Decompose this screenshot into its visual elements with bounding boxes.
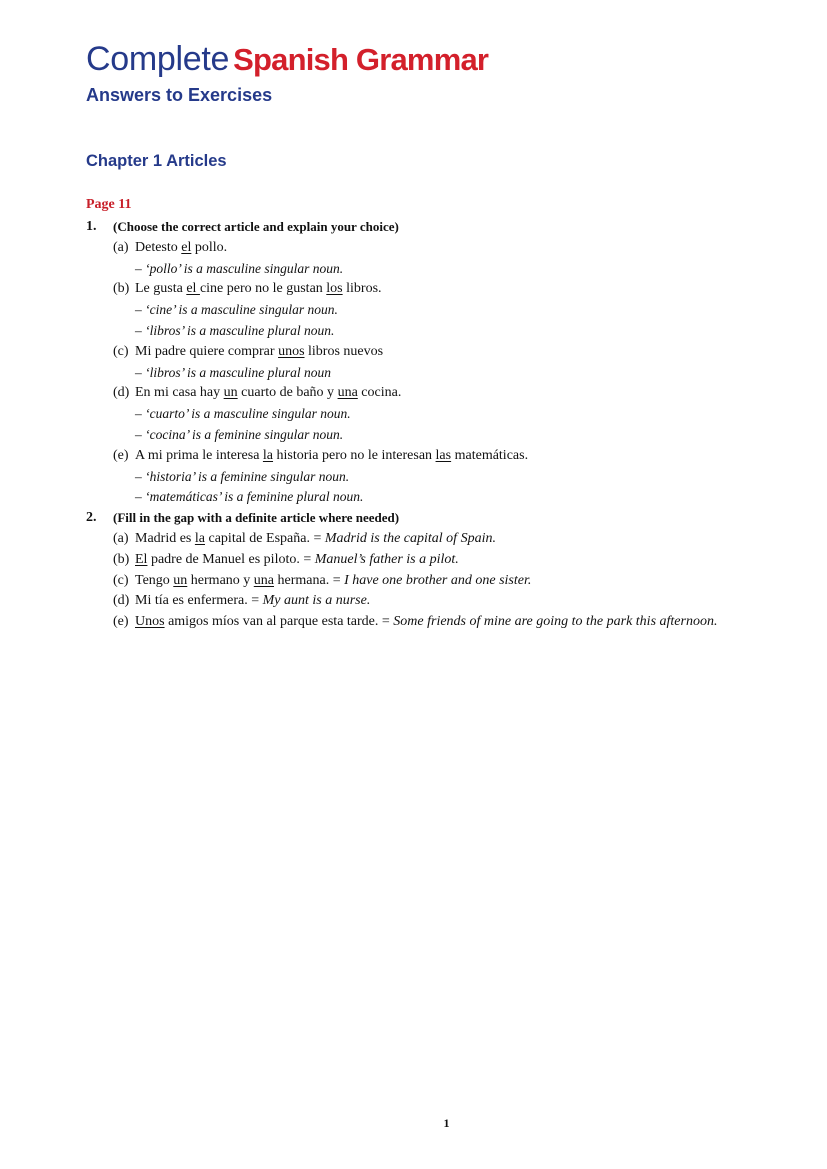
sentence-text: Tengo [135, 572, 174, 588]
answer-1b [86, 279, 806, 300]
answer-sentence [135, 550, 459, 571]
exercise-1-header [86, 217, 806, 238]
underlined-article: un [173, 572, 188, 588]
explanation-note [86, 467, 806, 488]
page-number: 1 [443, 1116, 450, 1130]
sentence-text: cine pero no le gustan [199, 281, 327, 297]
explanation-note [86, 363, 806, 384]
underlined-article: la [194, 530, 205, 546]
underlined-article: el [181, 239, 192, 255]
translation: Manuel’s father is a pilot. [314, 551, 459, 567]
exercise-number: 1. [86, 219, 97, 234]
underlined-article: los [326, 281, 343, 297]
translation: Madrid is the capital of Spain. [324, 530, 496, 546]
exercise-instruction: (Fill in the gap with a definite article where needed) [113, 510, 400, 526]
note-text: – ‘cuarto’ is a masculine singular noun. [135, 406, 351, 422]
exercise-2-header [86, 508, 806, 529]
sentence-text: capital de España. = [205, 530, 325, 546]
underlined-article: Unos [135, 614, 165, 630]
answer-2d [86, 591, 806, 612]
item-label: (c) [113, 343, 129, 359]
answer-sentence [135, 612, 717, 633]
explanation-note [86, 321, 806, 342]
title-part-spanish-grammar: Spanish Grammar [233, 42, 489, 77]
sentence-text: Mi tía es enfermera. = [135, 593, 263, 609]
explanation-note [86, 404, 806, 425]
answer-sentence [135, 279, 382, 300]
item-label: (e) [113, 447, 129, 463]
underlined-article: un [223, 385, 238, 401]
answer-sentence [135, 238, 227, 259]
note-text: – ‘cine’ is a masculine singular noun. [135, 302, 338, 318]
item-label: (a) [113, 239, 129, 255]
answer-2e [86, 612, 806, 633]
answer-sentence [135, 342, 383, 363]
sentence-text: libros. [342, 281, 382, 297]
answer-1e [86, 446, 806, 467]
explanation-note [86, 259, 806, 280]
translation: I have one brother and one sister. [344, 572, 532, 588]
note-text: – ‘pollo’ is a masculine singular noun. [135, 260, 344, 276]
answer-2a [86, 529, 806, 550]
answer-2c [86, 571, 806, 592]
explanation-note [86, 487, 806, 508]
title-part-complete: Complete [86, 40, 230, 78]
sentence-text: Mi padre quiere comprar [135, 343, 279, 359]
note-text: – ‘matemáticas’ is a feminine plural noun. [135, 489, 364, 505]
underlined-article: unos [278, 343, 305, 359]
sentence-text: hermano y [187, 572, 254, 588]
answer-sentence [135, 529, 496, 550]
chapter-heading: Chapter 1 Articles [86, 152, 227, 170]
underlined-article: el [186, 281, 200, 297]
answer-1d [86, 383, 806, 404]
sentence-text: libros nuevos [304, 343, 384, 359]
sentence-text: cocina. [357, 385, 402, 401]
sentence-text: Le gusta [135, 281, 187, 297]
underlined-article: las [435, 447, 452, 463]
item-label: (b) [113, 551, 130, 567]
explanation-note [86, 425, 806, 446]
sentence-text: padre de Manuel es piloto. = [147, 551, 315, 567]
item-label: (d) [113, 385, 130, 401]
sentence-text: cuarto de baño y [237, 385, 338, 401]
answer-2b [86, 550, 806, 571]
sentence-text: En mi casa hay [135, 385, 224, 401]
sentence-text: A mi prima le interesa [135, 447, 263, 463]
exercise-number: 2. [86, 510, 97, 526]
sentence-text: amigos míos van al parque esta tarde. = [164, 614, 394, 630]
translation: My aunt is a nurse. [262, 593, 371, 609]
document-title [86, 40, 488, 79]
note-text: – ‘libros’ is a masculine plural noun [135, 364, 332, 380]
answer-sentence [135, 591, 370, 612]
item-label: (d) [113, 593, 130, 609]
exercise-instruction: (Choose the correct article and explain your choice) [113, 219, 399, 234]
sentence-text: Detesto [135, 239, 182, 255]
sentence-text: historia pero no le interesan [273, 447, 436, 463]
document-subtitle: Answers to Exercises [86, 85, 273, 105]
answer-1c [86, 342, 806, 363]
note-text: – ‘historia’ is a feminine singular noun. [135, 468, 350, 484]
underlined-article: una [253, 572, 274, 588]
note-text: – ‘cocina’ is a feminine singular noun. [135, 426, 344, 442]
explanation-note [86, 300, 806, 321]
note-text: – ‘libros’ is a masculine plural noun. [135, 322, 335, 338]
translation: Some friends of mine are going to the park this afternoon. [393, 614, 718, 630]
sentence-text: matemáticas. [451, 447, 529, 463]
answer-sentence [135, 383, 401, 404]
underlined-article: El [135, 551, 148, 567]
item-label: (c) [113, 572, 129, 588]
page-reference: Page 11 [86, 197, 132, 212]
sentence-text: Madrid es [135, 530, 195, 546]
exercise-answers [86, 217, 806, 633]
sentence-text: pollo. [191, 239, 228, 255]
answer-sentence [135, 446, 528, 467]
answer-1a [86, 238, 806, 259]
underlined-article: la [262, 447, 274, 463]
answer-sentence [135, 571, 531, 592]
item-label: (a) [113, 530, 129, 546]
item-label: (e) [113, 614, 129, 630]
underlined-article: una [337, 385, 358, 401]
item-label: (b) [113, 281, 130, 297]
sentence-text: hermana. = [274, 572, 345, 588]
